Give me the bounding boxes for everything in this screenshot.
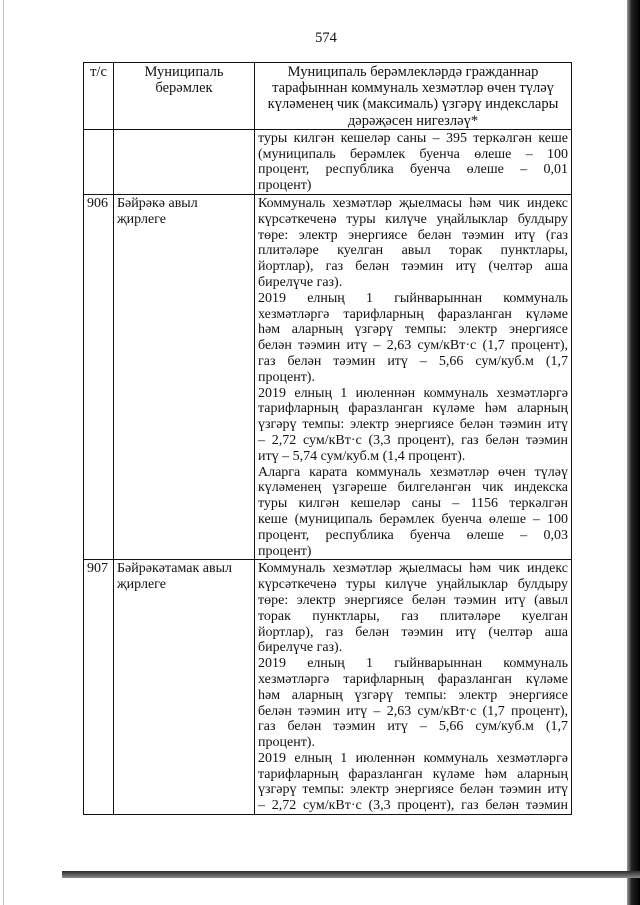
text-line: 2019 елның 1 гыйнварыннан коммуналь bbox=[258, 656, 568, 672]
paragraph bbox=[258, 131, 568, 194]
text-line: туры килгән кешеләр саны – 395 теркәлгән кеше bbox=[258, 130, 568, 146]
header-description-line: күләменең чик (максималь) үзгәрү индекслары bbox=[267, 96, 559, 113]
text-line: 2019 елның 1 июленнән коммуналь хезмәтләргә bbox=[258, 385, 568, 401]
row-number-cell bbox=[84, 129, 114, 194]
text-line: төре: электр энергиясе белән тәэмин итү (авыл bbox=[258, 592, 568, 608]
text-line: йортлар), газ белән тәэмин итү (челтәр аша bbox=[258, 624, 568, 640]
header-municipality bbox=[114, 63, 255, 130]
text-line: процент, республика буенча өлеше – 0,03 bbox=[258, 527, 568, 543]
text-line: процент). bbox=[258, 369, 315, 385]
text-line: процент) bbox=[258, 543, 312, 559]
text-line: бирелүче газ). bbox=[258, 640, 343, 656]
municipality-cell bbox=[114, 560, 255, 815]
text-line: тарифларның фаразланган күләме һәм аларның bbox=[258, 766, 568, 782]
text-line: туры килгән кешеләр саны – 1156 теркәлгән bbox=[258, 496, 568, 512]
header-municipality-line: Муниципаль bbox=[144, 64, 224, 80]
text-line: газ белән тәэмин итү – 5,66 сум/куб.м (1,7 bbox=[258, 719, 568, 735]
header-number bbox=[84, 63, 114, 130]
header-description bbox=[255, 63, 572, 130]
text-line: бирелүче газ). bbox=[258, 274, 343, 290]
paragraph bbox=[258, 656, 568, 751]
text-line: торак пунктлары, газ плитәләре куелган bbox=[258, 608, 568, 624]
header-description-line: Муниципаль берәмлекләрдә гражданнар bbox=[287, 64, 539, 80]
description-cell bbox=[255, 129, 572, 194]
table-row bbox=[84, 129, 572, 194]
tariff-table bbox=[83, 62, 572, 815]
text-line: үзгәрү темпы: электр энергиясе белән тәэмин итү bbox=[258, 417, 568, 433]
header-description-line: дәрәҗәсен нигезләү* bbox=[347, 112, 479, 129]
page-number: 574 bbox=[315, 30, 337, 46]
text-line: кеше (муниципаль берәмлек буенча өлеше – 100 bbox=[258, 511, 568, 527]
text-line: белән тәэмин итү – 2,63 сум/кВт·с (1,7 процент), bbox=[258, 703, 568, 719]
municipality-name-line: җирлеге bbox=[117, 211, 166, 227]
text-line: (муниципаль берәмлек буенча өлеше – 100 bbox=[258, 146, 568, 162]
table-row bbox=[84, 560, 572, 815]
scan-edge-left bbox=[3, 0, 4, 905]
scan-edge-bottom bbox=[62, 871, 640, 878]
header-number-label: т/с bbox=[90, 64, 107, 80]
description-cell bbox=[255, 195, 572, 560]
paragraph bbox=[258, 386, 568, 465]
text-line: – 2,72 сум/кВт·с (3,3 процент), газ белән тәэмин bbox=[258, 798, 568, 814]
municipality-name-line: җирлеге bbox=[117, 577, 166, 593]
text-line: процент). bbox=[258, 735, 315, 751]
text-line: күрсәткеченә туры килүче уңайлыклар булдыру bbox=[258, 211, 568, 227]
municipality-name-line: Бәйрәкә авыл bbox=[117, 196, 198, 211]
row-number-cell bbox=[84, 195, 114, 560]
text-line: тарифларның фаразланган күләме һәм аларның bbox=[258, 401, 568, 417]
paragraph bbox=[258, 561, 568, 656]
text-line: газ белән тәэмин итү – 5,66 сум/куб.м (1,7 bbox=[258, 353, 568, 369]
text-line: 2019 елның 1 гыйнварыннан коммуналь bbox=[258, 290, 568, 306]
text-line: Коммуналь хезмәтләр җыелмасы һәм чик индекс bbox=[258, 561, 568, 577]
paragraph bbox=[258, 751, 568, 814]
header-municipality-line: берәмлек bbox=[155, 80, 213, 97]
header-description-line: тарафыннан коммуналь хезмәтләр өчен түләү bbox=[272, 80, 554, 97]
text-line: хезмәтләргә тарифларның фаразланган күләме bbox=[258, 306, 568, 322]
paragraph bbox=[258, 465, 568, 560]
text-line: һәм аларның үзгәрү темпы: электр энергиясе bbox=[258, 687, 568, 703]
text-line: 2019 елның 1 июленнән коммуналь хезмәтләргә bbox=[258, 750, 568, 766]
municipality-cell bbox=[114, 129, 255, 194]
text-line: хезмәтләргә тарифларның фаразланган күләме bbox=[258, 671, 568, 687]
text-line: плитәләре куелган авыл торак пунктлары, bbox=[258, 243, 568, 259]
text-line: процент) bbox=[258, 178, 312, 194]
text-line: үзгәрү темпы: электр энергиясе белән тәэмин итү bbox=[258, 782, 568, 798]
text-line: итү – 5,74 сум/куб.м (1,4 процент). bbox=[258, 448, 466, 464]
row-number-cell bbox=[84, 560, 114, 815]
text-line: процент, республика буенча өлеше – 0,01 bbox=[258, 162, 568, 178]
table-body bbox=[84, 63, 572, 815]
row-number: 907 bbox=[87, 561, 108, 577]
municipality-cell bbox=[114, 195, 255, 560]
text-line: – 2,72 сум/кВт·с (3,3 процент), газ белән тәэмин bbox=[258, 432, 568, 448]
text-line: Аларга карата коммуналь хезмәтләр өчен түләү bbox=[258, 464, 568, 480]
municipality-name-line: Бәйрәкәтамак авыл bbox=[117, 561, 232, 577]
text-line: төре: электр энергиясе белән тәэмин итү (газ bbox=[258, 227, 568, 243]
text-line: белән тәэмин итү – 2,63 сум/кВт·с (1,7 процент), bbox=[258, 338, 568, 354]
text-line: күләменең үзгәреше билгеләнгән чик индекска bbox=[258, 480, 568, 496]
description-cell bbox=[255, 560, 572, 815]
text-line: күрсәткеченә туры килүче уңайлыклар булдыру bbox=[258, 577, 568, 593]
paragraph bbox=[258, 196, 568, 291]
text-line: Коммуналь хезмәтләр җыелмасы һәм чик индекс bbox=[258, 196, 568, 211]
paragraph bbox=[258, 291, 568, 386]
scan-edge-right bbox=[627, 0, 640, 905]
table-row bbox=[84, 195, 572, 560]
text-line: һәм аларның үзгәрү темпы: электр энергиясе bbox=[258, 322, 568, 338]
row-number: 906 bbox=[87, 196, 108, 211]
text-line: йортлар), газ белән тәэмин итү (челтәр аша bbox=[258, 259, 568, 275]
table-header-row bbox=[84, 63, 572, 130]
